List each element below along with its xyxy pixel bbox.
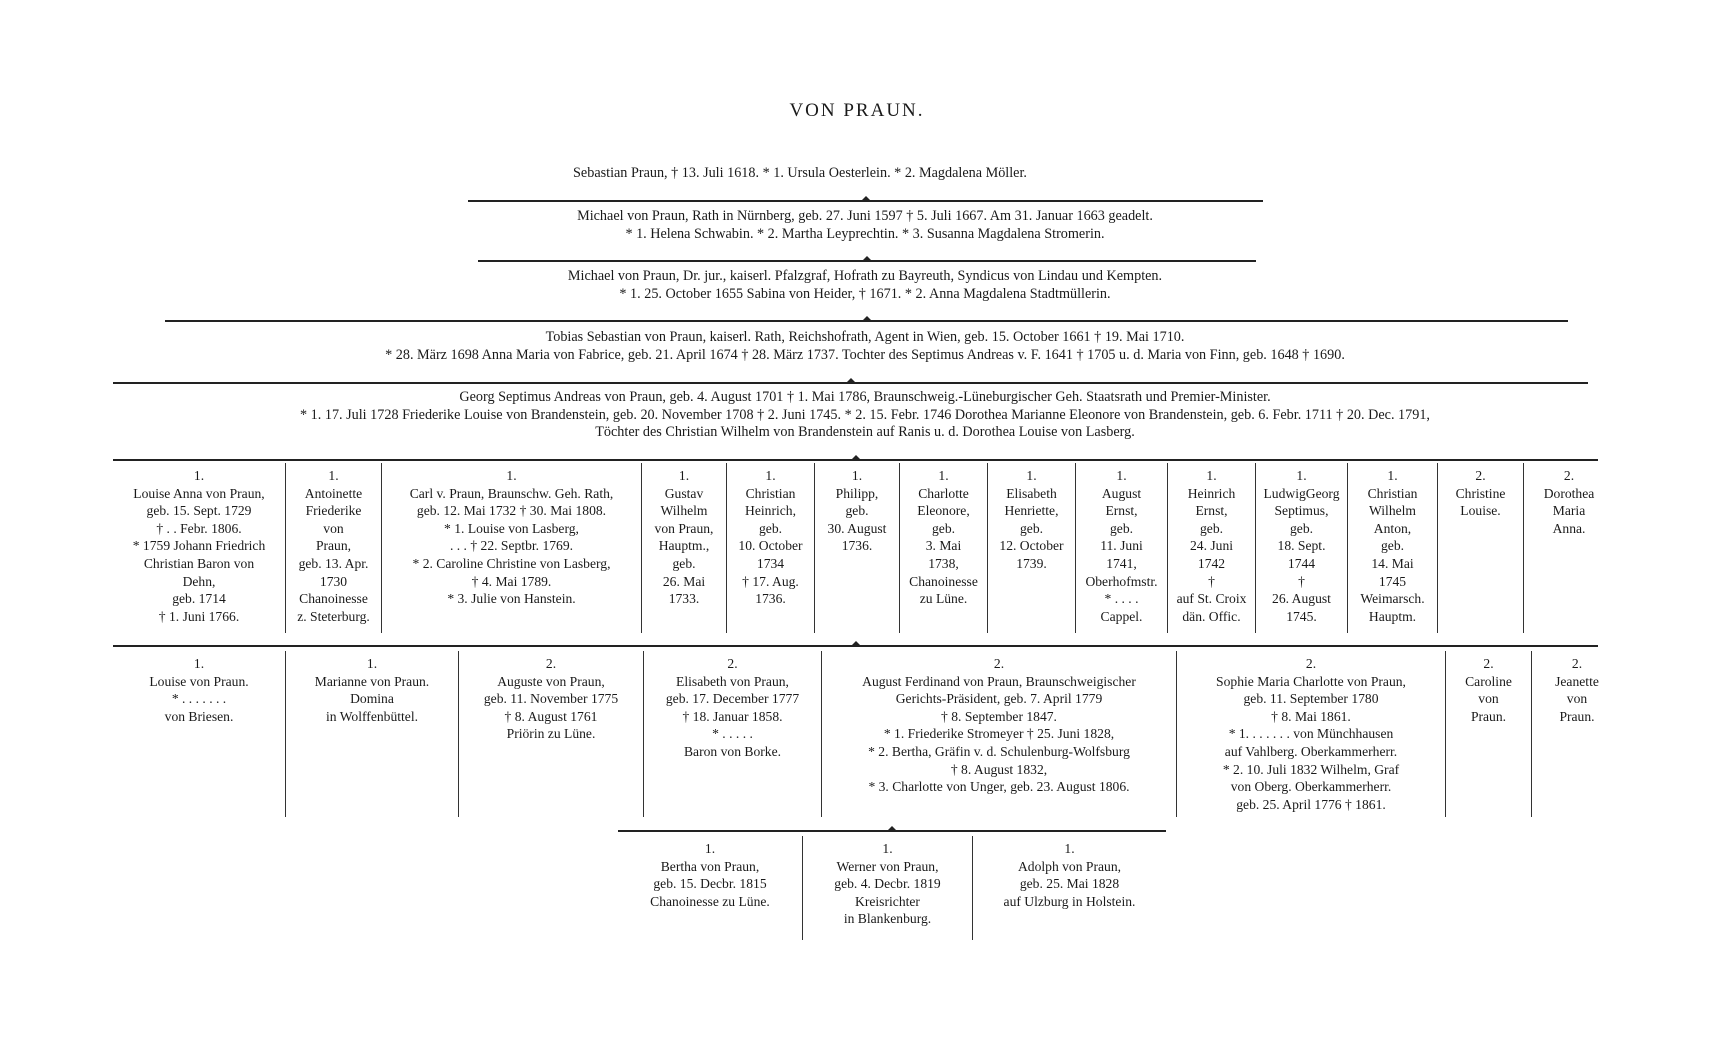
grandchild-marianne: 1. Marianne von Praun. Domina in Wolffenbüttel.: [286, 651, 459, 817]
child-ludwig-georg: 1. LudwigGeorg Septimus, geb. 18. Sept. 1744 † 26. August 1745.: [1256, 463, 1348, 633]
child-heinrich-ernst: 1. Heinrich Ernst, geb. 24. Juni 1742 † auf St. Croix dän. Offic.: [1168, 463, 1256, 633]
generation-line: * 1. 25. October 1655 Sabina von Heider, † 1671. * 2. Anna Magdalena Stadtmüllerin.: [619, 285, 1111, 302]
children-row-1: [113, 463, 1614, 633]
child-carl: 1. Carl v. Praun, Braunschw. Geh. Rath, geb. 12. Mai 1732 † 30. Mai 1808. * 1. Louise von Lasberg, . . . † 22. Septbr. 1769. * 2. Caroline Christine von Lasberg, † 4. Mai 1789. * 3. Julie von Hanstein.: [382, 463, 642, 633]
grandchild-august-ferdinand: 2. August Ferdinand von Praun, Braunschweigischer Gerichts-Präsident, geb. 7. April 1779 † 8. September 1847. * 1. Friederike Stromeyer † 25. Juni 1828, * 2. Bertha, Gräfin v. d. Schulenburg-Wolfsburg † 8. August 1832, * 3. Charlotte von Unger, geb. 23. August 1806.: [822, 651, 1177, 817]
child-antoinette: 1. Antoinette Friederike von Praun, geb. 13. Apr. 1730 Chanoinesse z. Steterburg.: [286, 463, 382, 633]
generation-line: Michael von Praun, Rath in Nürnberg, geb. 27. Juni 1597 † 5. Juli 1667. Am 31. Januar 1663 geadelt.: [577, 208, 1153, 224]
great-grandchild-adolph: 1. Adolph von Praun, geb. 25. Mai 1828 auf Ulzburg in Holstein.: [1003, 841, 1136, 909]
lineage-bar: [113, 459, 1598, 461]
lineage-bar: [468, 200, 1263, 202]
lineage-bar: [113, 645, 1598, 647]
great-grandchild-werner: 1. Werner von Praun, geb. 4. Decbr. 1819 Kreisrichter in Blankenburg.: [803, 836, 973, 940]
grandchild-louise: 1. Louise von Praun. * . . . . . . . von Briesen.: [113, 651, 286, 817]
lineage-bar: [478, 260, 1256, 262]
grandchild-elisabeth: 2. Elisabeth von Praun, geb. 17. December 1777 † 18. Januar 1858. * . . . . . Baron von Borke.: [644, 651, 822, 817]
generation-line: Tobias Sebastian von Praun, kaiserl. Rath, Reichshofrath, Agent in Wien, geb. 15. October 1661 † 19. Mai 1710.: [545, 329, 1185, 345]
lineage-bar: [618, 830, 1166, 832]
generation-sebastian: [300, 165, 1300, 183]
children-row-3: [618, 836, 1166, 940]
generation-line: * 1. Helena Schwabin. * 2. Martha Leyprechtin. * 3. Susanna Magdalena Stromerin.: [625, 225, 1105, 242]
generation-line: * 1. 17. Juli 1728 Friederike Louise von Brandenstein, geb. 20. November 1708 † 2. Juni 1745. * 2. 15. Febr. 1746 Dorothea Marianne Eleonore von Brandenstein, geb. 6. Febr. 1711 † 20. Dec. 1791,: [300, 406, 1430, 423]
lineage-bar: [113, 382, 1588, 384]
child-philipp: 1. Philipp, geb. 30. August 1736.: [815, 463, 900, 633]
children-row-2: [113, 651, 1622, 817]
generation-line: * 28. März 1698 Anna Maria von Fabrice, geb. 21. April 1674 † 28. März 1737. Tochter des Septimus Andreas v. F. 1641 † 1705 u. d. Maria von Finn, geb. 1648 † 1690.: [385, 346, 1345, 363]
lineage-bar: [165, 320, 1568, 322]
child-august-ernst: 1. August Ernst, geb. 11. Juni 1741, Oberhofmstr. * . . . . Cappel.: [1076, 463, 1168, 633]
grandchild-sophie-maria-charlotte: 2. Sophie Maria Charlotte von Praun, geb. 11. September 1780 † 8. Mai 1861. * 1. . . . . . . von Münchhausen auf Vahlberg. Oberkammerherr. * 2. 10. Juli 1832 Wilhelm, Graf von Oberg. Oberkammerherr. geb. 25. April 1776 † 1861.: [1177, 651, 1446, 817]
child-charlotte-eleonore: 1. Charlotte Eleonore, geb. 3. Mai 1738, Chanoinesse zu Lüne.: [900, 463, 988, 633]
child-christian-wilhelm: 1. Christian Wilhelm Anton, geb. 14. Mai 1745 Weimarsch. Hauptm.: [1348, 463, 1438, 633]
generation-georg: [80, 389, 1650, 442]
grandchild-caroline: 2. Caroline von Praun.: [1446, 651, 1532, 817]
generation-tobias: [100, 329, 1630, 364]
great-grandchild-bertha: 1. Bertha von Praun, geb. 15. Decbr. 1815 Chanoinesse zu Lüne.: [618, 836, 803, 940]
generation-line: Michael von Praun, Dr. jur., kaiserl. Pfalzgraf, Hofrath zu Bayreuth, Syndicus von Lindau und Kempten.: [567, 268, 1163, 284]
child-gustav-wilhelm: 1. Gustav Wilhelm von Praun, Hauptm., geb. 26. Mai 1733.: [642, 463, 727, 633]
child-dorothea-maria: 2. Dorothea Maria Anna.: [1543, 468, 1595, 536]
grandchild-jeanette: 2. Jeanette von Praun.: [1555, 656, 1599, 724]
child-louise-anna: 1. Louise Anna von Praun, geb. 15. Sept. 1729 † . . Febr. 1806. * 1759 Johann Friedrich Christian Baron von Dehn, geb. 1714 † 1. Juni 1766.: [113, 463, 286, 633]
generation-line: Sebastian Praun, † 13. Juli 1618. * 1. Ursula Oesterlein. * 2. Magdalena Möller.: [573, 165, 1027, 181]
generation-michael-1: [300, 208, 1430, 243]
child-christian-heinrich: 1. Christian Heinrich, geb. 10. October 1734 † 17. Aug. 1736.: [727, 463, 815, 633]
child-elisabeth-henriette: 1. Elisabeth Henriette, geb. 12. October 1739.: [988, 463, 1076, 633]
page-title: VON PRAUN.: [789, 100, 925, 121]
grandchild-auguste: 2. Auguste von Praun, geb. 11. November 1775 † 8. August 1761 Priörin zu Lüne.: [459, 651, 644, 817]
generation-michael-2: [300, 268, 1430, 303]
generation-line: Georg Septimus Andreas von Praun, geb. 4. August 1701 † 1. Mai 1786, Braunschweig.-Lüneburgischer Geh. Staatsrath und Premier-Minister.: [459, 389, 1271, 405]
child-christine-louise: 2. Christine Louise.: [1438, 463, 1524, 633]
generation-line: Töchter des Christian Wilhelm von Brandenstein auf Ranis u. d. Dorothea Louise von Lasberg.: [595, 424, 1135, 440]
